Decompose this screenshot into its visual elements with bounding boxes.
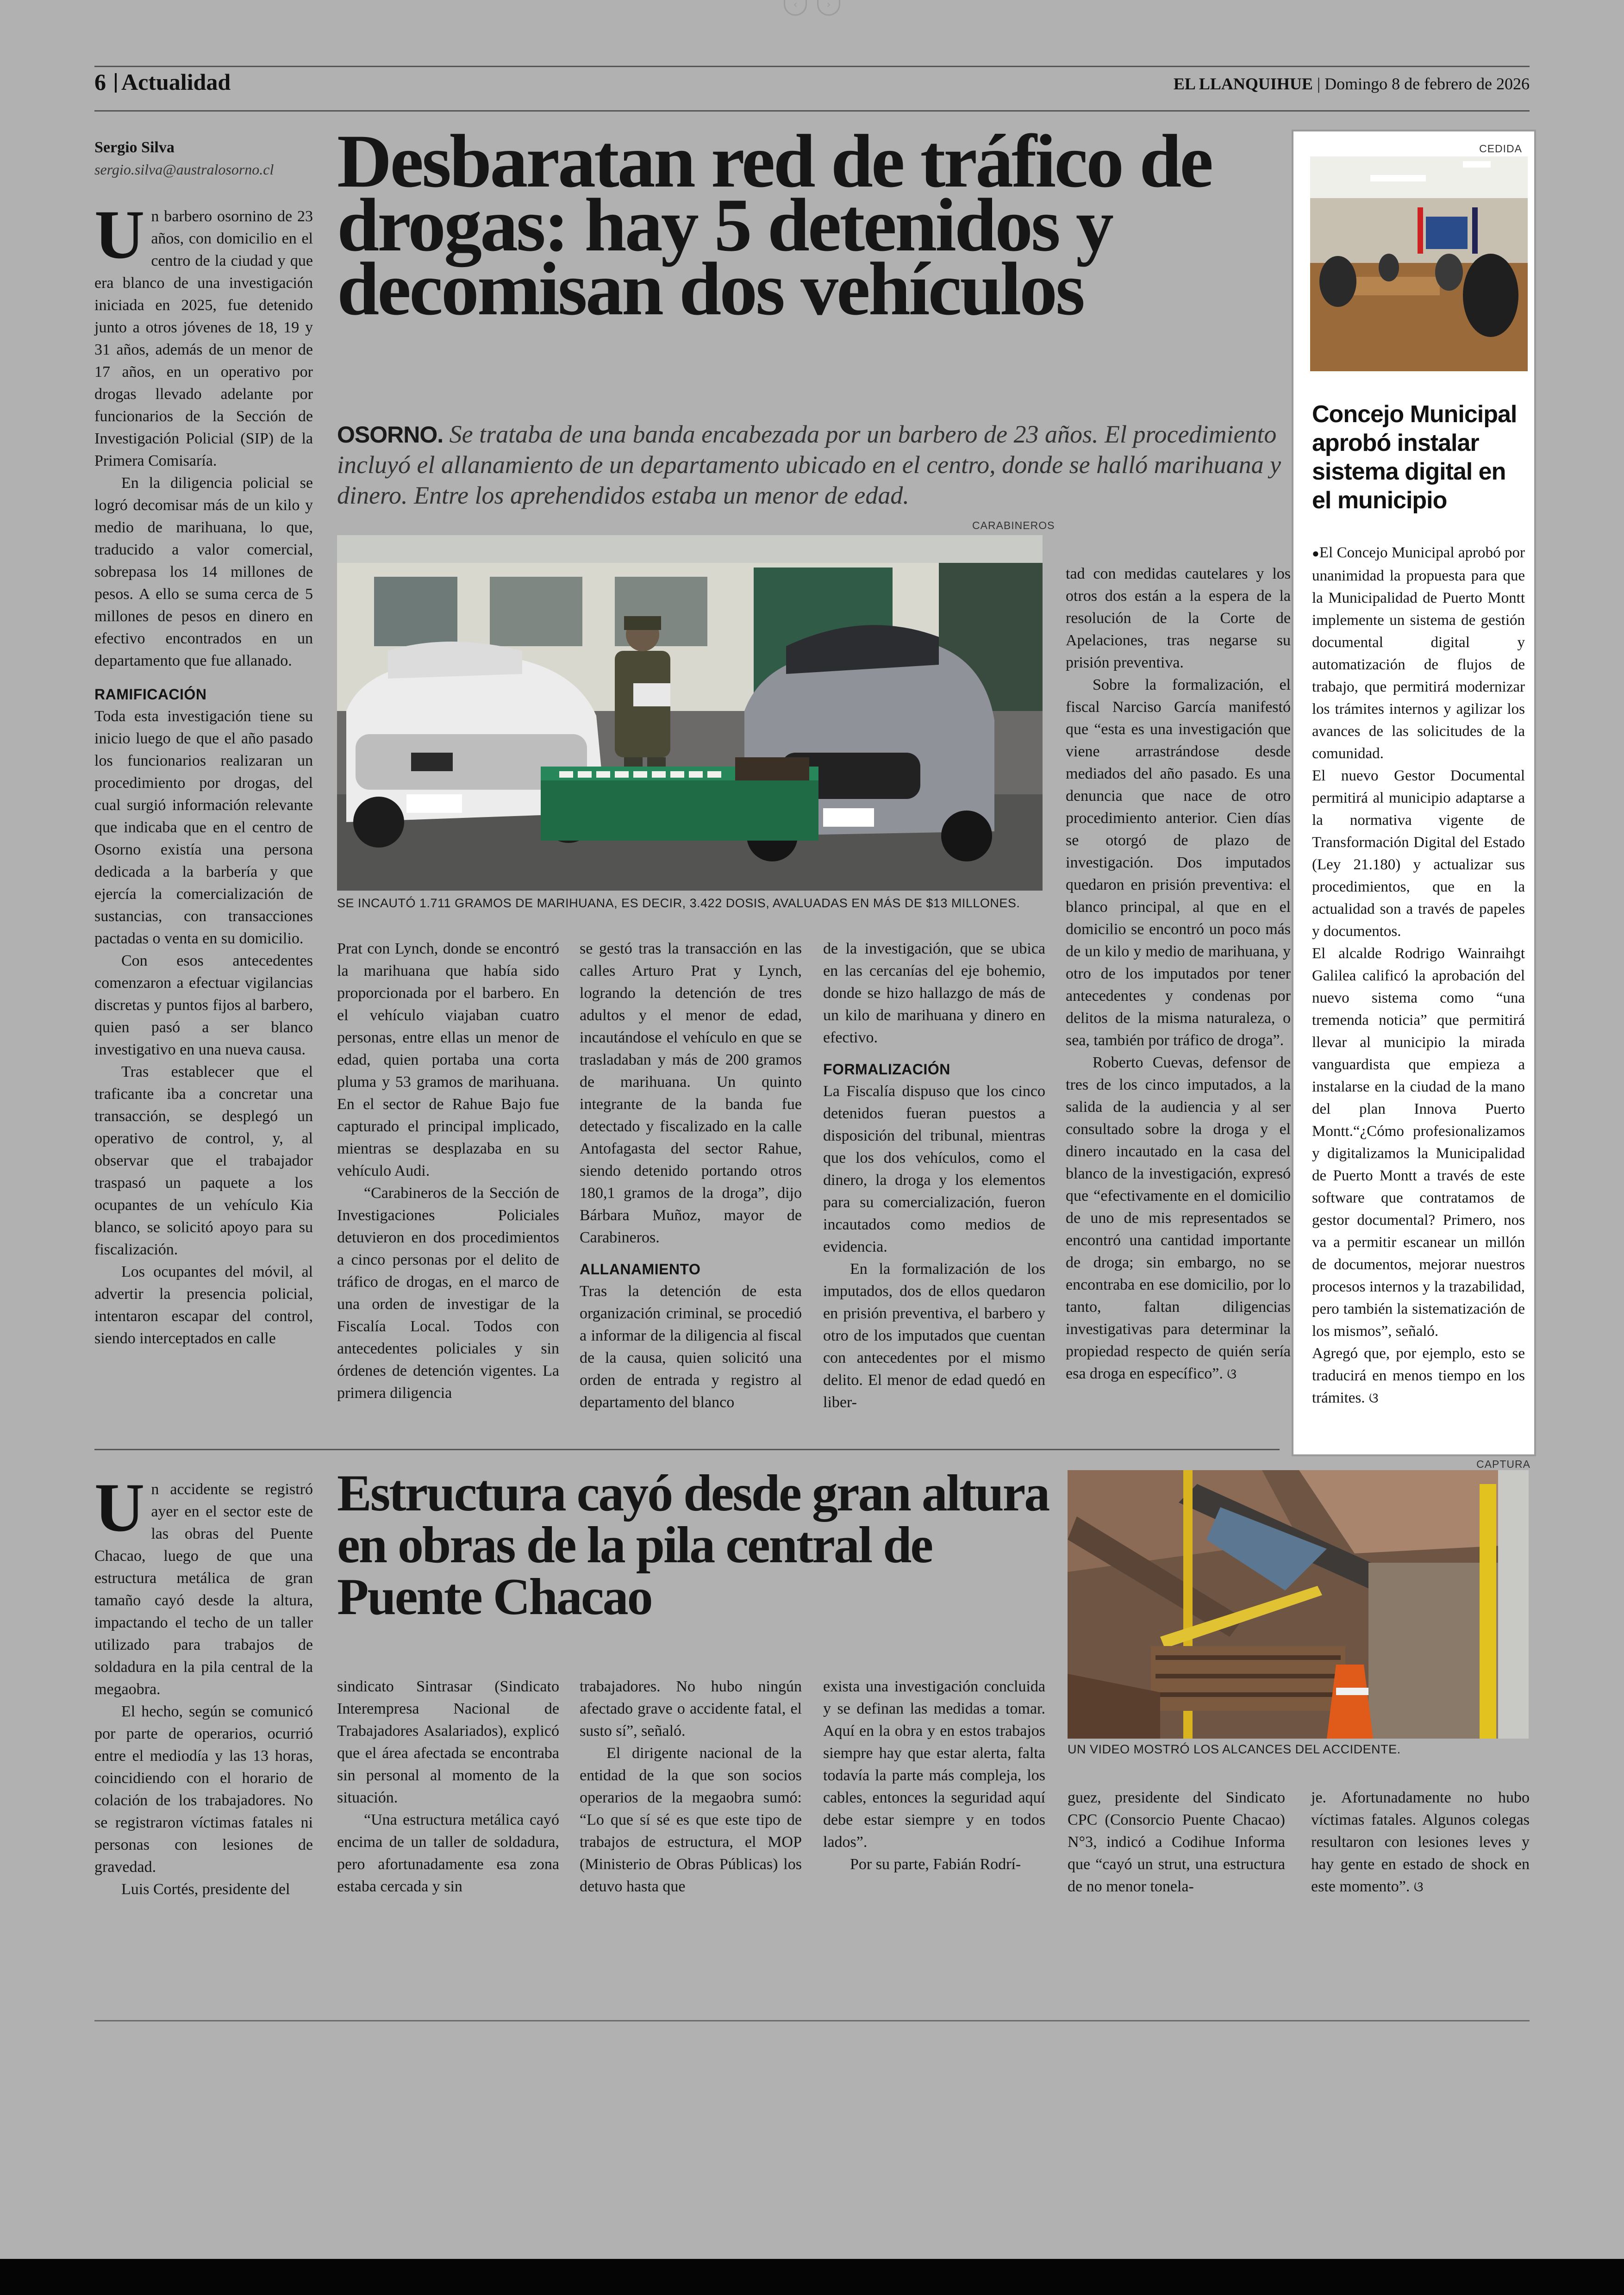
second-headline: Estructura cayó desde gran altura en obras de la pila central de Puente Chacao — [337, 1465, 1049, 1626]
sidebar-paragraph-text: El Concejo Municipal aprobó por unanimidad la propuesta para que la Municipalidad de Puerto Montt implemente un sistema de gestión documental digital y automatización de flujos de trabajo, que permitirá modernizar los trámites internos y agilizar los avances de las solicitudes de la comunidad. — [1312, 544, 1525, 762]
main-paragraph: La Fiscalía dispuso que los cinco detenidos fueran puestos a disposición del tribunal, mientras que los dos vehículos, como el dinero, la droga y los elementos para su comercialización, fueron incautados como medios de evidencia. — [823, 1083, 1045, 1255]
second-dropcap: U — [94, 1469, 145, 1546]
sidebar-paragraph — [1312, 1342, 1525, 1409]
main-photo-drawing — [337, 535, 1043, 891]
main-dropcap: U — [94, 196, 145, 273]
second-col-6 — [1311, 1787, 1530, 1898]
second-photo-drawing — [1068, 1470, 1529, 1739]
main-photo — [337, 535, 1043, 891]
second-col-1 — [94, 1469, 313, 1901]
bullet-icon: ● — [1312, 547, 1319, 560]
main-paragraph: Toda esta investigación tiene su inicio luego de que el año pasado los funcionarios realizaran un procedimiento por drogas, del cual surgió información relevante que indicaba que en el centro de Osorno existía una persona dedicada a la barbería y que ejercía la comercialización de sustancias, con transacciones pactadas o venta en su domicilio. — [94, 708, 313, 947]
main-paragraph: En la diligencia policial se logró decomisar más de un kilo y medio de marihuana, lo que, traducido a valor comercial, sobrepasa los 14 millones de pesos. A ello se suma cerca de 5 millones de pesos en dinero en efectivo encontrados en un departamento que fue allanado. — [94, 474, 313, 669]
second-col-2 — [337, 1676, 559, 1898]
prev-page-icon[interactable]: ‹ — [784, 0, 807, 16]
main-paragraph: Sobre la formalización, el fiscal Narciso García manifestó que “esta es una investigación que viene arrastrándose desde mediados del año pasado. Es una denuncia que nace de otro procedimiento anterior. Cien días se otorgó de plazo de investigación. Dos imputados quedaron en prisión preventiva: el blanco principal, al que en el domicilio se encontró un poco más de un kilo y medio de marihuana, y otro de los imputados por tener antecedentes y condenas por delitos de la misma naturaleza, o sea, también por tráfico de droga”. — [1066, 676, 1291, 1049]
header-top-rule — [94, 66, 1530, 67]
footer-rule — [94, 2020, 1530, 2021]
main-paragraph — [1066, 1052, 1291, 1385]
sidebar-box — [1292, 130, 1536, 1456]
author-email[interactable]: sergio.silva@australosorno.cl — [94, 161, 274, 178]
subhead-formalizacion: FORMALIZACIÓN — [823, 1061, 950, 1078]
main-col-4 — [823, 938, 1045, 1414]
sidebar-body — [1312, 542, 1525, 1409]
sidebar-headline: Concejo Municipal aprobó instalar sistema digital en el municipio — [1312, 401, 1517, 514]
main-col-3 — [580, 938, 802, 1414]
second-col-3 — [580, 1676, 802, 1898]
viewer-bottom-bar — [0, 2259, 1624, 2295]
main-paragraph: “Carabineros de la Sección de Investigaciones Policiales detuvieron en dos procedimientos a cinco personas por el delito de tráfico de drogas, en el marco de una orden de investigar de la Fiscalía Local. Todos con antecedentes policiales y sin órdenes de detención vigentes. La primera diligencia — [337, 1185, 559, 1402]
subhead-ramificacion: RAMIFICACIÓN — [94, 686, 207, 703]
second-paragraph: Luis Cortés, presidente del — [121, 1881, 290, 1898]
page-nav — [781, 0, 843, 16]
second-paragraph: guez, presidente del Sindicato CPC (Consorcio Puente Chacao) N°3, indicó a Codihue Informa que “cayó un strut, una estructura de no menor tonela- — [1068, 1789, 1285, 1895]
main-paragraph: Tras establecer que el traficante iba a concretar una transacción, se desplegó un operativo de control, y, al observar que el trabajador traspasó un paquete a los ocupantes de un vehículo Kia blanco, se solicitó apoyo para su fiscalización. — [94, 1063, 313, 1258]
main-deck — [337, 419, 1281, 511]
main-paragraph: n barbero osornino de 23 años, con domicilio en el centro de la ciudad y que era blanco de una investigación iniciada en 2025, fue detenido junto a otros jóvenes de 18, 19 y 31 años, además de un menor de 17 años, en un operativo por drogas llevado adelante por funcionarios de la Sección de Investigación Policial (SIP) de la Primera Comisaría. — [94, 208, 313, 469]
page-number-divider — [115, 73, 117, 93]
second-paragraph: El hecho, según se comunicó por parte de operarios, ocurrió entre el mediodía y las 13 horas, coincidiendo con el horario de colación de los trabajadores. No se registraron víctimas fatales ni personas con lesiones de gravedad. — [94, 1703, 313, 1876]
second-paragraph: El dirigente nacional de la entidad de la que son socios operarios de la megaobra sumó: “Lo que sí sé es que este tipo de trabajos de estructura, el MOP (Ministerio de Obras Públicas) los detuvo hasta que — [580, 1745, 802, 1895]
deck-place: OSORNO. — [337, 422, 443, 448]
second-paragraph: trabajadores. No hubo ningún afectado grave o accidente fatal, el susto sí”, señaló. — [580, 1678, 802, 1740]
header-bottom-rule — [94, 110, 1530, 112]
second-paragraph: “Una estructura metálica cayó encima de un taller de soldadura, pero afortunadamente esa zona estaba cercada y sin — [337, 1811, 559, 1895]
main-col-2 — [337, 938, 559, 1404]
main-paragraph: Tras la detención de esta organización criminal, se procedió a informar de la diligencia al fiscal de la causa, quien solicitó una orden de entrada y registro al departamento del blanco — [580, 1283, 802, 1411]
sidebar-photo-drawing — [1310, 156, 1528, 371]
main-paragraph: En la formalización de los imputados, dos de ellos quedaron en prisión preventiva, el barbero y otro de los imputados que cuentan con antecedentes por el mismo delito. El menor de edad quedó en liber- — [823, 1260, 1045, 1411]
second-paragraph-text: je. Afortunadamente no hubo víctimas fatales. Algunos colegas resultaron con lesiones leves y hay gente en estado de shock en este momento”. — [1311, 1789, 1530, 1895]
main-col-1 — [94, 196, 313, 1350]
issue-date: Domingo 8 de febrero de 2026 — [1324, 75, 1530, 93]
masthead: EL LLANQUIHUE | Domingo 8 de febrero de 2026 — [1173, 75, 1530, 93]
deck-text: Se trataba de una banda encabezada por un barbero de 23 años. El procedimiento incluyó el allanamiento de un departamento ubicado en el centro, donde se halló marihuana y dinero. Entre los aprehendidos estaba un menor de edad. — [337, 420, 1281, 509]
story-divider — [94, 1449, 1280, 1450]
author-name: Sergio Silva — [94, 139, 175, 156]
second-col-5 — [1068, 1787, 1285, 1898]
second-paragraph: sindicato Sintrasar (Sindicato Interempresa Nacional de Trabajadores Asalariados), explicó que el área afectada se encontraba sin personal al momento de la situación. — [337, 1678, 559, 1806]
second-photo-credit: CAPTURA — [1476, 1458, 1530, 1470]
section-title: Actualidad — [121, 69, 231, 95]
main-paragraph: Con esos antecedentes comenzaron a efectuar vigilancias discretas y puntos fijos al barbero, quien pasó a ser blanco investigativo en una nueva causa. — [94, 952, 313, 1058]
next-page-icon[interactable]: › — [817, 0, 840, 16]
end-mark-icon: ଓ — [1413, 1879, 1424, 1895]
main-paragraph: Los ocupantes del móvil, al advertir la presencia policial, intentaron escapar del control, siendo interceptados en calle — [94, 1263, 313, 1347]
sidebar-paragraph: El alcalde Rodrigo Wainraihgt Galilea calificó la aprobación del nuevo sistema como “una tremenda noticia” que permitirá llevar al municipio la mirada vanguardista que empieza a instalarse en la ciudad de la mano del plan Innova Puerto Montt.“¿Cómo profesionalizamos y digitalizamos la Municipalidad de Puerto Montt a través de este software que contratamos de gestor documental? Primero, nos va a permitir escanear un millón de documentos, mejorar nuestros procesos internos y la trazabilidad, pero también la sistematización de los mismos”, señaló. — [1312, 945, 1525, 1340]
end-mark-icon: ଓ — [1368, 1390, 1379, 1406]
second-paragraph: n accidente se registró ayer en el sector este de las obras del Puente Chacao, luego de que una estructura metálica de gran tamaño cayó desde la altura, impactando el techo de un taller utilizado para trabajos de soldadura en la pila central de la megaobra. — [94, 1481, 313, 1698]
subhead-allanamiento: ALLANAMIENTO — [580, 1261, 701, 1278]
main-paragraph-text: Roberto Cuevas, defensor de tres de los cinco imputados, a la salida de la audiencia y al ser consultado sobre la droga y el dinero incautado en la casa del blanco de la investigación, expresó que “efectivamente en el domicilio de uno de mis representados se encontró una cantidad importante de droga; sin embargo, no se encontraba en ese domicilio, por lo tanto, faltan diligencias investigativas para determinar la propiedad respecto de quién sería esa droga en específico”. — [1066, 1054, 1291, 1382]
sidebar-paragraph: El nuevo Gestor Documental permitirá al municipio adaptarse a la normativa vigente de Transformación Digital del Estado (Ley 21.180) y actualizar sus procedimientos, que en la actualidad son a través de papeles y documentos. — [1312, 767, 1525, 940]
main-paragraph: de la investigación, que se ubica en las cercanías del eje bohemio, donde se hizo hallazgo de más de un kilo de marihuana y dinero en efectivo. — [823, 940, 1045, 1046]
second-photo — [1068, 1470, 1529, 1739]
second-paragraph: Por su parte, Fabián Rodrí- — [850, 1856, 1021, 1873]
end-mark-icon: ଓ — [1227, 1366, 1237, 1382]
sidebar-photo — [1310, 156, 1528, 371]
second-paragraph — [1311, 1787, 1530, 1898]
main-col-5 — [1066, 563, 1291, 1385]
main-paragraph: se gestó tras la transacción en las calles Arturo Prat y Lynch, logrando la detención de tres adultos y el menor de edad, incautándose el vehículo en que se trasladaban y más de 200 gramos de marihuana. Un quinto integrante de la banda fue detectado y fiscalizado en la calle Antofagasta del sector Rahue, siendo detenido portando otros 180,1 gramos de la droga”, dijo Bárbara Muñoz, mayor de Carabineros. — [580, 940, 802, 1246]
main-paragraph: tad con medidas cautelares y los otros dos están a la espera de la resolución de la Corte de Apelaciones, tras negarse su prisión preventiva. — [1066, 565, 1291, 671]
main-photo-caption: SE INCAUTÓ 1.711 GRAMOS DE MARIHUANA, ES DECIR, 3.422 DOSIS, AVALUADAS EN MÁS DE $13 MILLONES. — [337, 896, 1020, 910]
newspaper-name: EL LLANQUIHUE — [1173, 75, 1313, 93]
second-photo-caption: UN VIDEO MOSTRÓ LOS ALCANCES DEL ACCIDENTE. — [1068, 1742, 1401, 1756]
sidebar-photo-credit: CEDIDA — [1479, 143, 1522, 155]
main-paragraph: Prat con Lynch, donde se encontró la marihuana que había sido proporcionada por el barbero. En el vehículo viajaban cuatro personas, entre ellas un menor de edad, quien portaba una corta pluma y 53 gramos de marihuana. En el sector de Rahue Bajo fue capturado el principal implicado, mientras se desplazaba en su vehículo Audi. — [337, 940, 559, 1179]
second-paragraph: exista una investigación concluida y se definan las medidas a tomar. Aquí en la obra y en estos trabajos siempre hay que estar alerta, falta todavía la parte más compleja, los cables, entonces la seguridad aquí debe estar siempre y en todos lados”. — [823, 1678, 1045, 1851]
sidebar-paragraph — [1312, 542, 1525, 765]
main-headline: Desbaratan red de tráfico de drogas: hay 5 detenidos y decomisan dos vehículos — [337, 119, 1212, 331]
second-col-4 — [823, 1676, 1045, 1876]
main-photo-credit: CARABINEROS — [972, 519, 1055, 531]
page-number: 6 — [94, 69, 106, 95]
sidebar-paragraph-text: Agregó que, por ejemplo, esto se traducirá en menos tiempo en los trámites. — [1312, 1345, 1525, 1406]
